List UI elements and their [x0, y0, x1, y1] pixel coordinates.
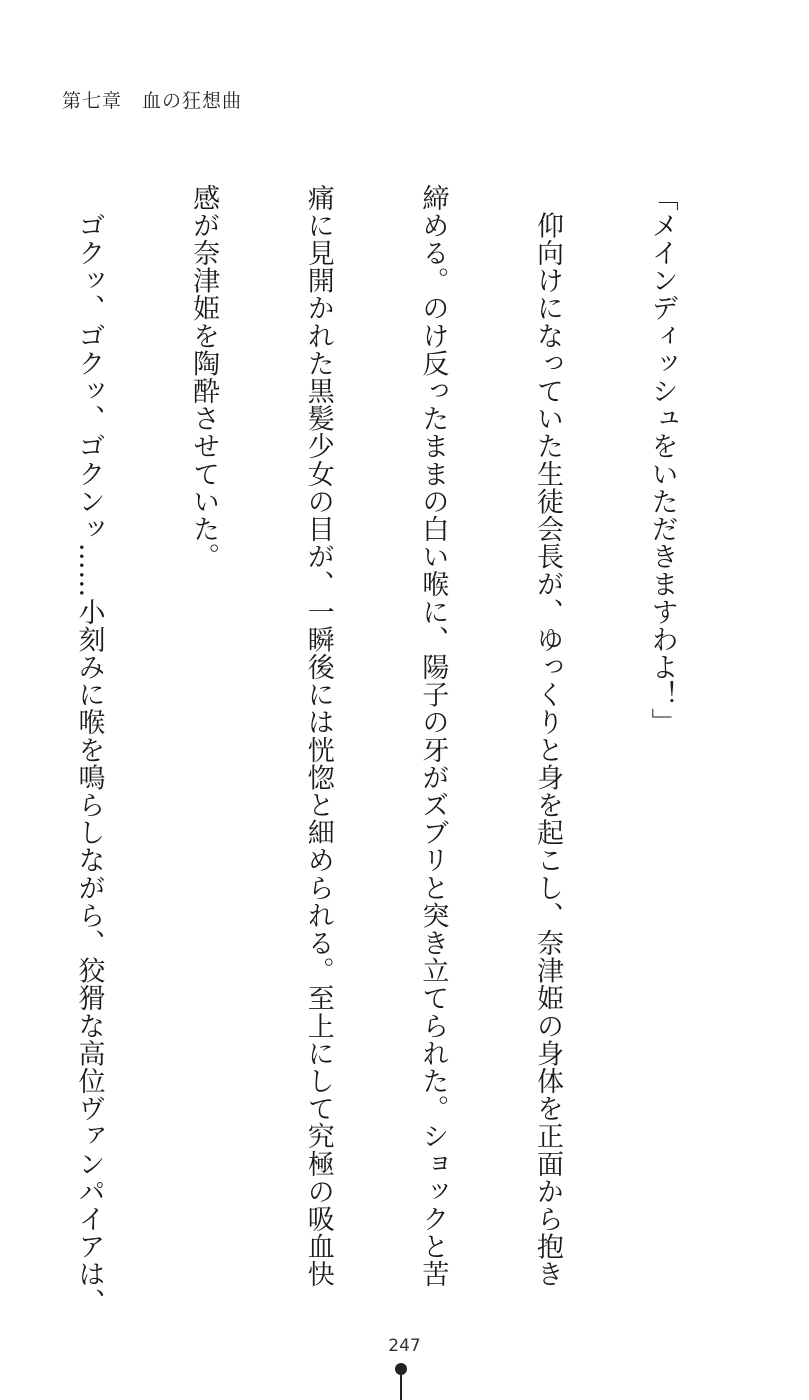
text-line: 締める。のけ反ったままの白い喉に、陽子の牙がズブリと突き立てられた。ショックと苦 [417, 184, 449, 1288]
chapter-title: 第七章 血の狂想曲 [62, 90, 243, 112]
page-number: 247 [388, 1336, 421, 1356]
text-line: ゴクッ、ゴクッ、ゴクンッ……小刻みに喉を鳴らしながら、狡猾な高位ヴァンパイアは、 [73, 184, 105, 1316]
text-line: 仰向けになっていた生徒会長が、ゆっくりと身を起こし、奈津姫の身体を正面から抱き [531, 184, 563, 1288]
text-line: 感が奈津姫を陶酔させていた。 [188, 184, 220, 571]
text-line: 「メインディッシュをいただきますわよ！」 [646, 184, 678, 736]
page-marker-icon [395, 1363, 407, 1400]
text-line: 痛に見開かれた黒髪少女の目が、一瞬後には恍惚と細められる。至上にして究極の吸血快 [302, 184, 334, 1288]
body-text [0, 184, 757, 1316]
marker-stem [400, 1373, 402, 1400]
